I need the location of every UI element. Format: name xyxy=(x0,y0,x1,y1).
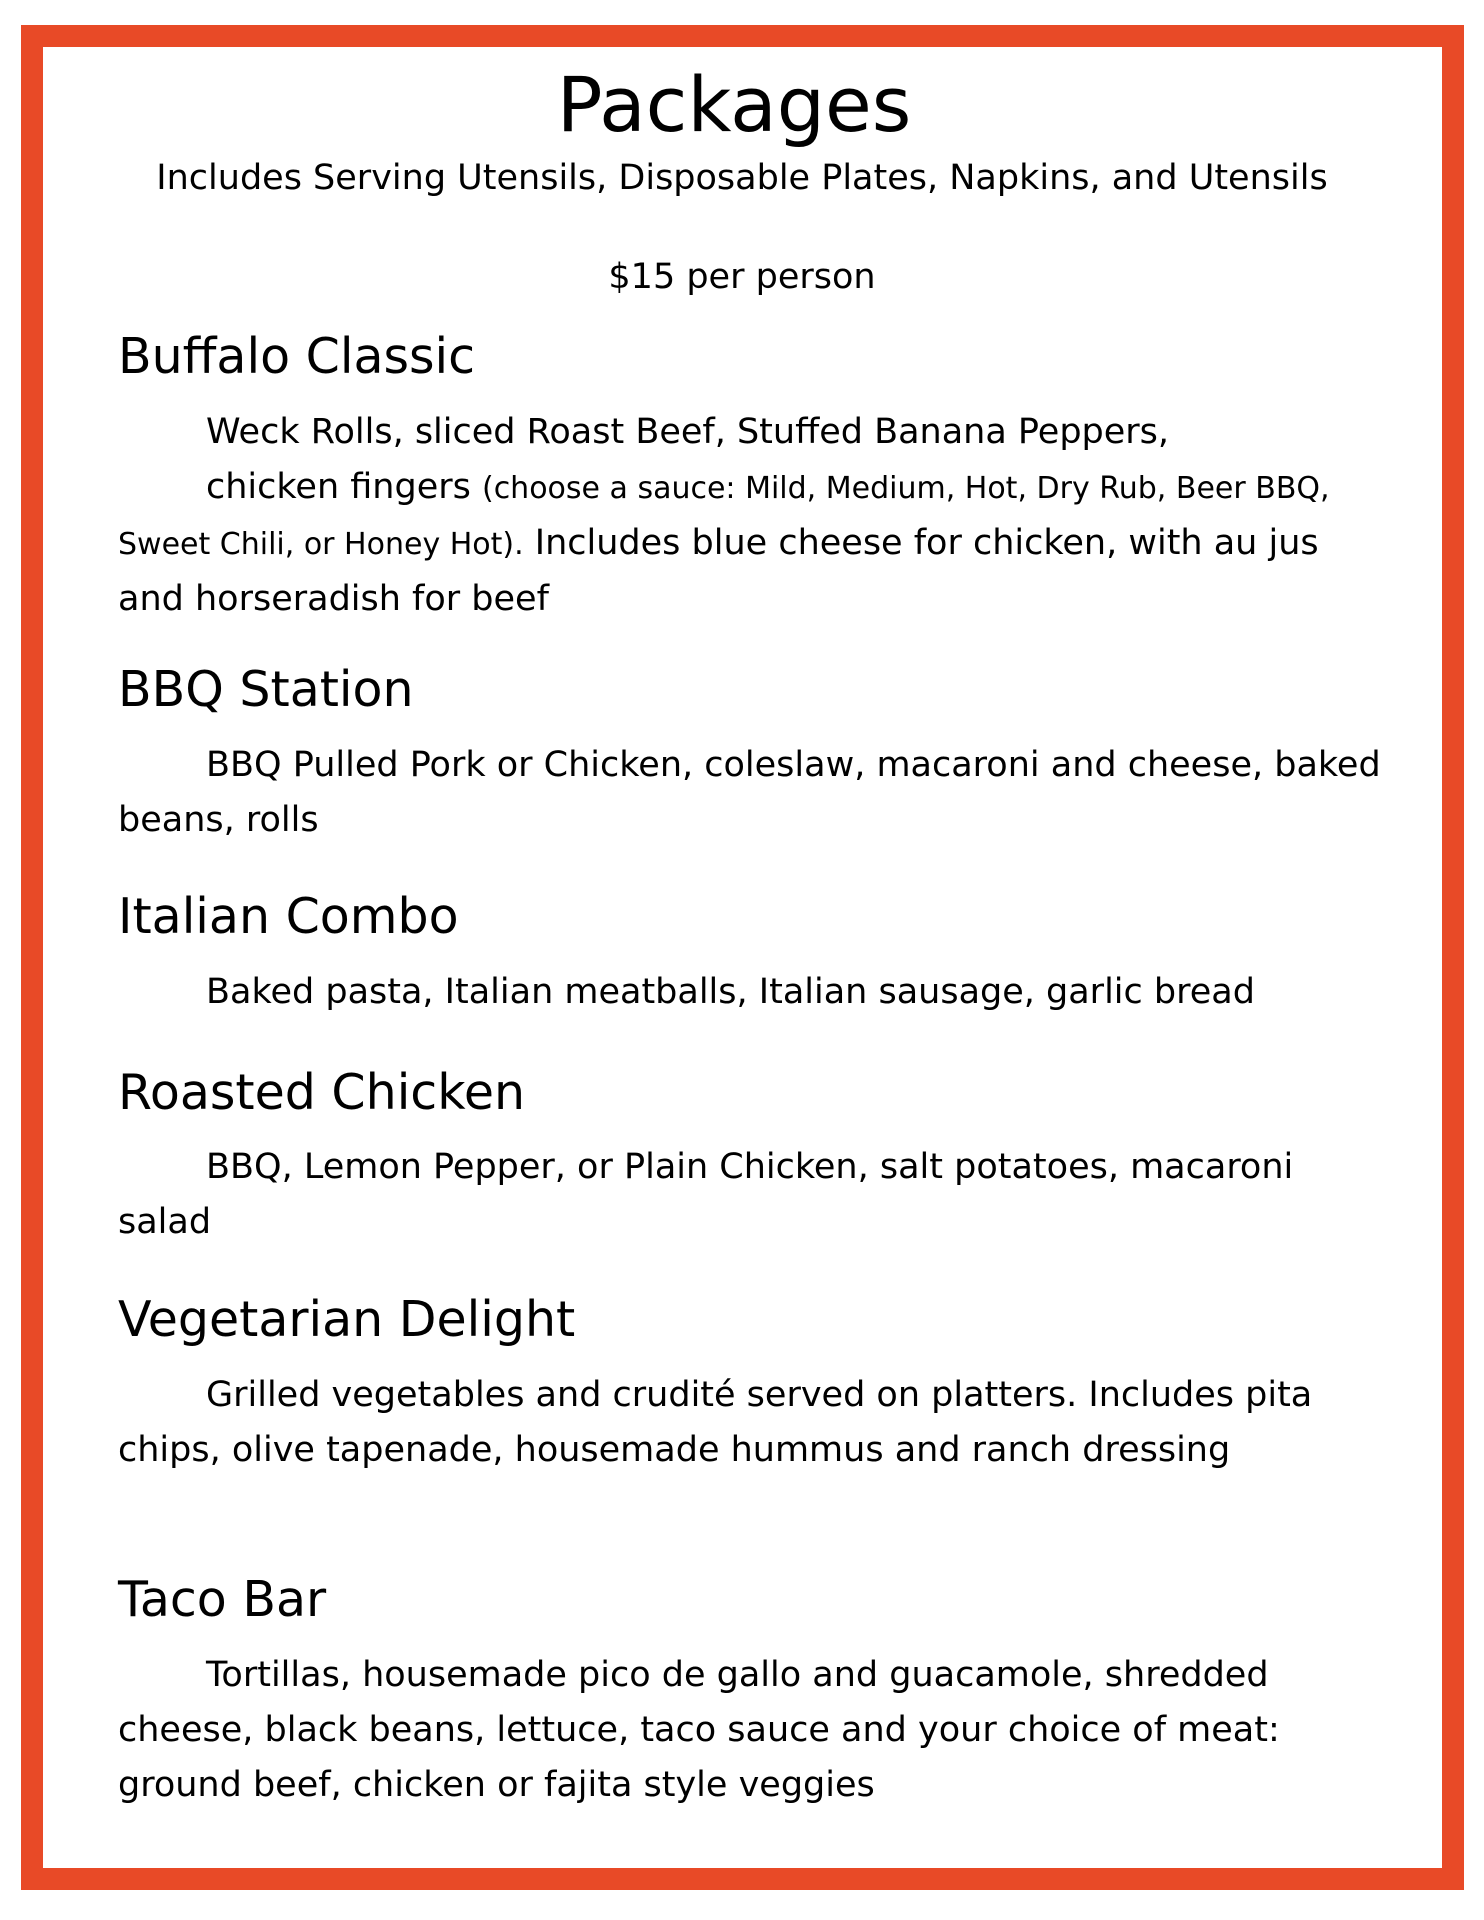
package-desc-vegetarian-delight: Grilled vegetables and crudité served on platters. Includes pita chips, olive tapenade, housemade hummus and ranch dressing xyxy=(118,1375,1313,1470)
package-title-roasted-chicken: Roasted Chicken xyxy=(118,1064,526,1121)
package-title-buffalo-classic: Buffalo Classic xyxy=(118,328,476,385)
package-desc-rest: Includes blue cheese for chicken, with au jus and horseradish for beef xyxy=(118,523,1319,619)
package-desc-bbq-station: BBQ Pulled Pork or Chicken, coleslaw, macaroni and cheese, baked beans, rolls xyxy=(118,745,1381,840)
package-desc-italian-combo: Baked pasta, Italian meatballs, Italian sausage, garlic bread xyxy=(206,972,1255,1012)
package-title-italian-combo: Italian Combo xyxy=(118,888,459,945)
package-title-taco-bar: Taco Bar xyxy=(118,1571,327,1628)
package-desc-line: Weck Rolls, sliced Roast Beef, Stuffed Banana Peppers, xyxy=(206,412,1170,452)
package-desc-roasted-chicken: BBQ, Lemon Pepper, or Plain Chicken, salt potatoes, macaroni salad xyxy=(118,1147,1294,1242)
package-desc-taco-bar: Tortillas, housemade pico de gallo and guacamole, shredded cheese, black beans, lettuce, taco sauce and your choice of meat: ground beef, chicken or fajita style veggies xyxy=(118,1655,1280,1805)
page-title xyxy=(0,60,1484,150)
price-per-person: $15 per person xyxy=(608,257,876,297)
page-subtitle: Includes Serving Utensils, Disposable Plates, Napkins, and Utensils xyxy=(156,158,1328,198)
package-title-bbq-station: BBQ Station xyxy=(118,661,414,718)
package-desc-buffalo-classic xyxy=(118,405,1388,627)
package-desc-main: chicken fingers xyxy=(206,467,482,507)
package-desc-body xyxy=(118,460,1388,627)
sauce-options: (choose a sauce: Mild, Medium, Hot, Dry Rub, Beer BBQ, Sweet Chili, or Honey Hot). xyxy=(118,471,1330,562)
package-title-vegetarian-delight: Vegetarian Delight xyxy=(118,1291,576,1348)
page-title-text: Packages xyxy=(556,60,912,149)
